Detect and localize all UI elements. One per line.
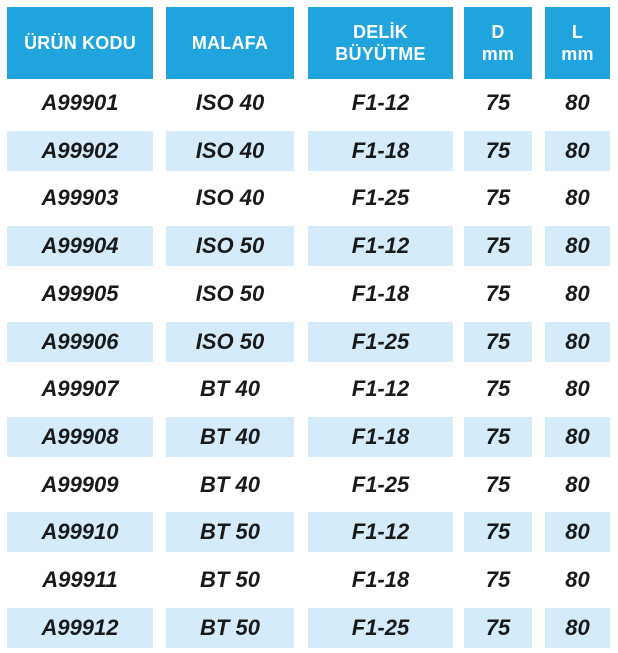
cell-product-code: A99909: [41, 471, 119, 497]
cell-hole-enlarge: F1-12: [308, 226, 453, 266]
header-hole-enlarge-line1: DELİK: [353, 22, 408, 42]
cell-shank: BT 40: [200, 471, 260, 497]
table-row: [0, 512, 618, 552]
header-shank-label: MALAFA: [191, 33, 269, 53]
cell-product-code: A99908: [7, 417, 153, 457]
cell-length: 80: [565, 567, 590, 592]
header-hole-enlarge: [308, 7, 453, 79]
cell-hole-enlarge: F1-18: [351, 280, 410, 306]
table-row: [0, 417, 618, 457]
table-row: [0, 131, 618, 171]
cell-product-code: A99906: [7, 322, 153, 362]
table-row: [0, 369, 618, 409]
cell-shank: ISO 40: [195, 185, 265, 211]
cell-product-code: A99903: [41, 185, 119, 211]
cell-shank: BT 50: [200, 567, 260, 592]
cell-shank: ISO 50: [166, 226, 294, 266]
cell-product-code: A99905: [41, 280, 119, 306]
cell-diameter: 75: [485, 376, 511, 402]
cell-shank: ISO 40: [195, 90, 265, 115]
table-row: [0, 226, 618, 266]
table-row: [0, 322, 618, 362]
cell-hole-enlarge: F1-12: [351, 376, 410, 402]
header-shank: [166, 7, 294, 79]
cell-diameter: 75: [464, 417, 532, 457]
cell-length: 80: [565, 280, 590, 306]
cell-diameter: 75: [485, 90, 511, 115]
cell-length: 80: [545, 226, 610, 266]
table-row: [0, 178, 618, 218]
header-length-line2: mm: [561, 44, 594, 64]
cell-shank: BT 50: [166, 608, 294, 648]
cell-diameter: 75: [464, 226, 532, 266]
cell-length: 80: [545, 608, 610, 648]
cell-hole-enlarge: F1-25: [351, 185, 410, 211]
cell-length: 80: [545, 131, 610, 171]
cell-shank: BT 40: [200, 376, 260, 402]
cell-hole-enlarge: F1-25: [308, 608, 453, 648]
cell-diameter: 75: [464, 322, 532, 362]
header-diameter: [464, 7, 532, 79]
cell-length: 80: [565, 185, 590, 211]
cell-hole-enlarge: F1-18: [308, 417, 453, 457]
header-product-code-label: ÜRÜN KODU: [24, 33, 136, 53]
cell-hole-enlarge: F1-25: [308, 322, 453, 362]
cell-length: 80: [545, 417, 610, 457]
cell-diameter: 75: [485, 567, 511, 592]
cell-shank: BT 40: [166, 417, 294, 457]
cell-hole-enlarge: F1-18: [351, 567, 410, 592]
cell-diameter: 75: [464, 608, 532, 648]
cell-diameter: 75: [485, 280, 511, 306]
cell-length: 80: [545, 512, 610, 552]
table-row: [0, 274, 618, 314]
cell-diameter: 75: [464, 512, 532, 552]
cell-length: 80: [545, 322, 610, 362]
cell-product-code: A99902: [7, 131, 153, 171]
header-length-line1: L: [571, 22, 584, 42]
cell-shank: ISO 50: [166, 322, 294, 362]
table-row: [0, 465, 618, 505]
cell-length: 80: [565, 90, 590, 115]
cell-hole-enlarge: F1-12: [308, 512, 453, 552]
cell-product-code: A99910: [7, 512, 153, 552]
cell-hole-enlarge: F1-12: [351, 90, 410, 115]
cell-length: 80: [565, 376, 590, 402]
header-diameter-line1: D: [491, 22, 505, 42]
cell-hole-enlarge: F1-25: [351, 471, 410, 497]
table-row: [0, 560, 618, 600]
cell-shank: ISO 40: [166, 131, 294, 171]
table-header-row: [0, 7, 618, 79]
cell-product-code: A99904: [7, 226, 153, 266]
header-length: [545, 7, 610, 79]
cell-product-code: A99907: [41, 376, 119, 402]
cell-product-code: A99912: [7, 608, 153, 648]
cell-diameter: 75: [464, 131, 532, 171]
cell-shank: BT 50: [166, 512, 294, 552]
cell-diameter: 75: [485, 471, 511, 497]
table-row: [0, 608, 618, 648]
header-diameter-line2: mm: [481, 44, 515, 64]
header-hole-enlarge-line2: BÜYÜTME: [335, 44, 426, 64]
cell-diameter: 75: [485, 185, 511, 211]
table-row: [0, 83, 618, 123]
cell-product-code: A99901: [41, 90, 119, 115]
cell-product-code: A99911: [42, 567, 118, 592]
cell-hole-enlarge: F1-18: [308, 131, 453, 171]
cell-length: 80: [565, 471, 590, 497]
header-product-code: [7, 7, 153, 79]
cell-shank: ISO 50: [195, 280, 265, 306]
